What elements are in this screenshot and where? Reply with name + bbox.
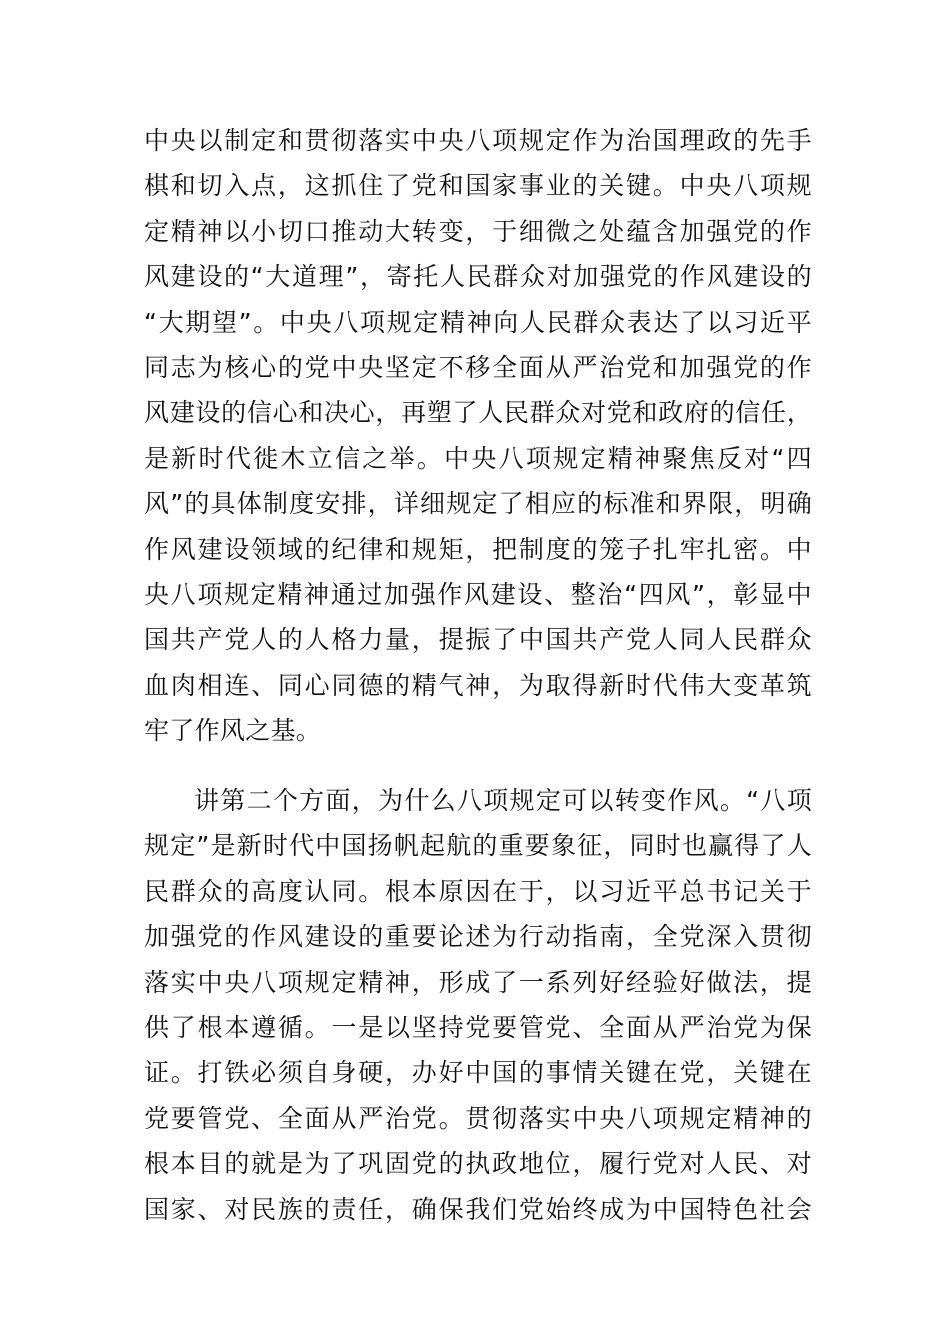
text-line: 央八项规定精神通过加强作风建设、整治“四风”，彰显中 — [144, 579, 812, 609]
paragraph-1 — [144, 118, 812, 753]
text-line: 棋和切入点，这抓住了党和国家事业的关键。中央八项规 — [144, 171, 812, 201]
text-line: 血肉相连、同心同德的精气神，为取得新时代伟大变革筑 — [144, 670, 812, 700]
text-line: 供了根本遵循。一是以坚持党要管党、全面从严治党为保 — [144, 1012, 812, 1042]
text-line: 同志为核心的党中央坚定不移全面从严治党和加强党的作 — [144, 352, 812, 382]
text-line: 风建设的“大道理”，寄托人民群众对加强党的作风建设的 — [144, 262, 812, 292]
text-line: 规定”是新时代中国扬帆起航的重要象征，同时也赢得了人 — [144, 831, 812, 861]
paragraph-2 — [144, 778, 812, 1232]
text-line: 证。打铁必须自身硬，办好中国的事情关键在党，关键在 — [144, 1058, 812, 1088]
text-line: 民群众的高度认同。根本原因在于，以习近平总书记关于 — [144, 876, 812, 906]
text-line: 风建设的信心和决心，再塑了人民群众对党和政府的信任， — [144, 398, 812, 428]
text-line: 国家、对民族的责任，确保我们党始终成为中国特色社会 — [144, 1194, 812, 1224]
text-line: 落实中央八项规定精神，形成了一系列好经验好做法，提 — [144, 967, 812, 997]
text-line: 是新时代徙木立信之举。中央八项规定精神聚焦反对“四 — [144, 443, 812, 473]
text-line: 加强党的作风建设的重要论述为行动指南，全党深入贯彻 — [144, 922, 812, 952]
text-line: 根本目的就是为了巩固党的执政地位，履行党对人民、对 — [144, 1149, 812, 1179]
text-line: “大期望”。中央八项规定精神向人民群众表达了以习近平 — [144, 307, 812, 337]
text-line: 作风建设领域的纪律和规矩，把制度的笼子扎牢扎密。中 — [144, 534, 812, 564]
text-line: 国共产党人的人格力量，提振了中国共产党人同人民群众 — [144, 625, 812, 655]
text-line: 中央以制定和贯彻落实中央八项规定作为治国理政的先手 — [144, 126, 812, 155]
text-line: 讲第二个方面，为什么八项规定可以转变作风。“八项 — [194, 786, 812, 815]
text-line: 定精神以小切口推动大转变，于细微之处蕴含加强党的作 — [144, 216, 812, 246]
text-line: 风”的具体制度安排，详细规定了相应的标准和界限，明确 — [144, 489, 812, 519]
text-line: 牢了作风之基。 — [144, 716, 322, 746]
text-line: 党要管党、全面从严治党。贯彻落实中央八项规定精神的 — [144, 1103, 812, 1133]
